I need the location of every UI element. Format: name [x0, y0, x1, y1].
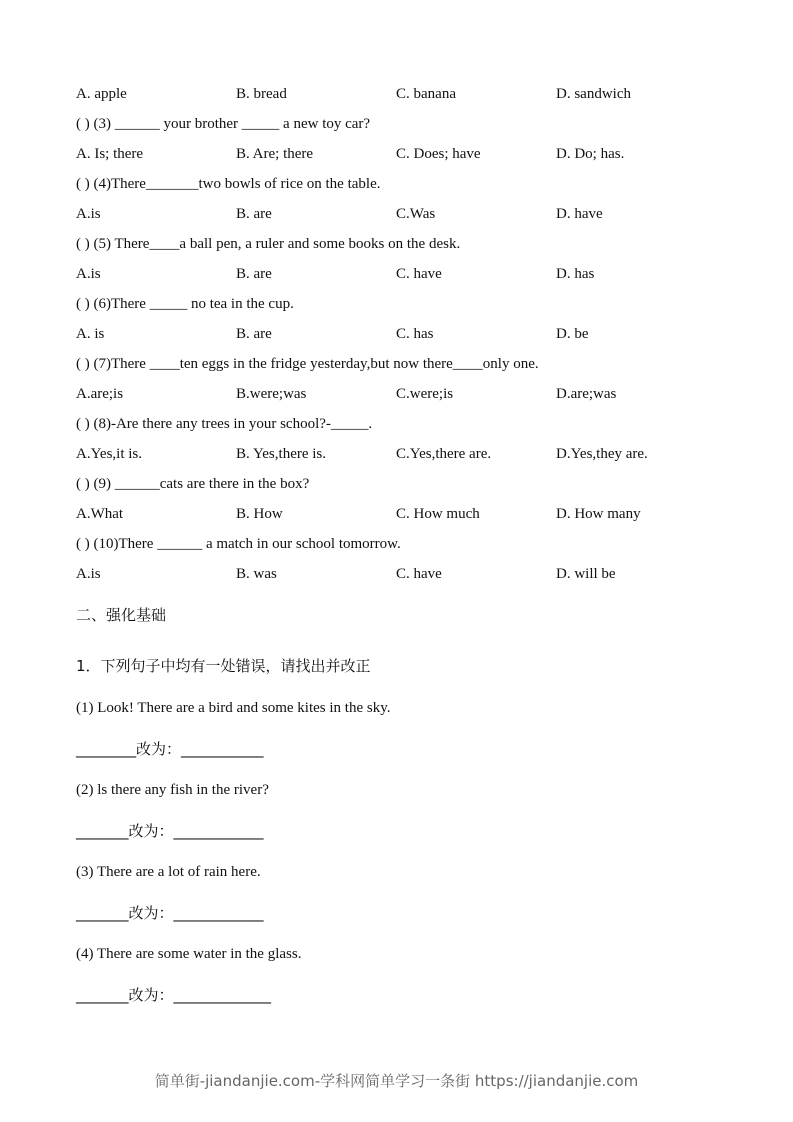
option-a: A.Yes,it is. — [76, 446, 142, 462]
option-b: B. How — [236, 506, 283, 522]
option-a: A.What — [76, 506, 124, 522]
option-d: D. have — [556, 206, 603, 222]
answer-line-1: ________改为：___________ — [76, 740, 264, 758]
option-a: A.are;is — [76, 386, 124, 402]
error-sentence-1: (1) Look! There are a bird and some kites in the sky. — [76, 700, 391, 716]
option-c: C.were;is — [396, 386, 454, 402]
option-c: C. banana — [396, 86, 456, 102]
question-3: ( ) (3) ______ your brother _____ a new toy car? — [76, 116, 371, 132]
question-5: ( ) (5) There____a ball pen, a ruler and some books on the desk. — [76, 236, 461, 252]
option-a: A.is — [76, 566, 101, 582]
option-c: C.Was — [396, 206, 436, 222]
option-c: C. have — [396, 266, 442, 282]
option-b: B. are — [236, 206, 272, 222]
option-b: B. bread — [236, 86, 287, 102]
option-c: C. Does; have — [396, 146, 481, 162]
error-sentence-4: (4) There are some water in the glass. — [76, 946, 302, 962]
option-a: A. apple — [76, 86, 127, 102]
question-10: ( ) (10)There ______ a match in our school tomorrow. — [76, 536, 401, 552]
question-6: ( ) (6)There _____ no tea in the cup. — [76, 296, 294, 312]
option-c: C. have — [396, 566, 442, 582]
option-b: B. Are; there — [236, 146, 314, 162]
error-sentence-3: (3) There are a lot of rain here. — [76, 864, 261, 880]
page-footer: 简单街-jiandanjie.com-学科网简单学习一条街 https://jiandanjie.com — [154, 1072, 639, 1090]
question-7: ( ) (7)There ____ten eggs in the fridge yesterday,but now there____only one. — [76, 356, 539, 372]
option-a: A.is — [76, 206, 101, 222]
option-b: B. Yes,there is. — [236, 446, 327, 462]
option-d: D. sandwich — [556, 86, 631, 102]
option-b: B. are — [236, 266, 272, 282]
question-9: ( ) (9) ______cats are there in the box? — [76, 476, 310, 492]
option-d: D. Do; has. — [556, 146, 625, 162]
option-c: C.Yes,there are. — [396, 446, 492, 462]
section-title: 二、强化基础 — [76, 606, 167, 624]
option-d: D. be — [556, 326, 589, 342]
option-b: B. are — [236, 326, 272, 342]
option-b: B. was — [236, 566, 277, 582]
option-d: D. will be — [556, 566, 616, 582]
option-c: C. How much — [396, 506, 480, 522]
option-a: A. is — [76, 326, 105, 342]
question-4: ( ) (4)There_______two bowls of rice on the table. — [76, 176, 381, 192]
exercise-title: 1．下列句子中均有一处错误，请找出并改正 — [76, 657, 371, 675]
option-d: D.Yes,they are. — [556, 446, 648, 462]
answer-line-3: _______改为：____________ — [76, 904, 264, 922]
error-sentence-2: (2) ls there any fish in the river? — [76, 782, 269, 798]
option-d: D. has — [556, 266, 595, 282]
option-d: D.are;was — [556, 386, 617, 402]
option-a: A.is — [76, 266, 101, 282]
option-c: C. has — [396, 326, 434, 342]
option-a: A. Is; there — [76, 146, 144, 162]
answer-line-4: _______改为：_____________ — [76, 986, 272, 1004]
option-b: B.were;was — [236, 386, 307, 402]
answer-line-2: _______改为：____________ — [76, 822, 264, 840]
option-d: D. How many — [556, 506, 641, 522]
question-8: ( ) (8)-Are there any trees in your school?-_____. — [76, 416, 373, 432]
